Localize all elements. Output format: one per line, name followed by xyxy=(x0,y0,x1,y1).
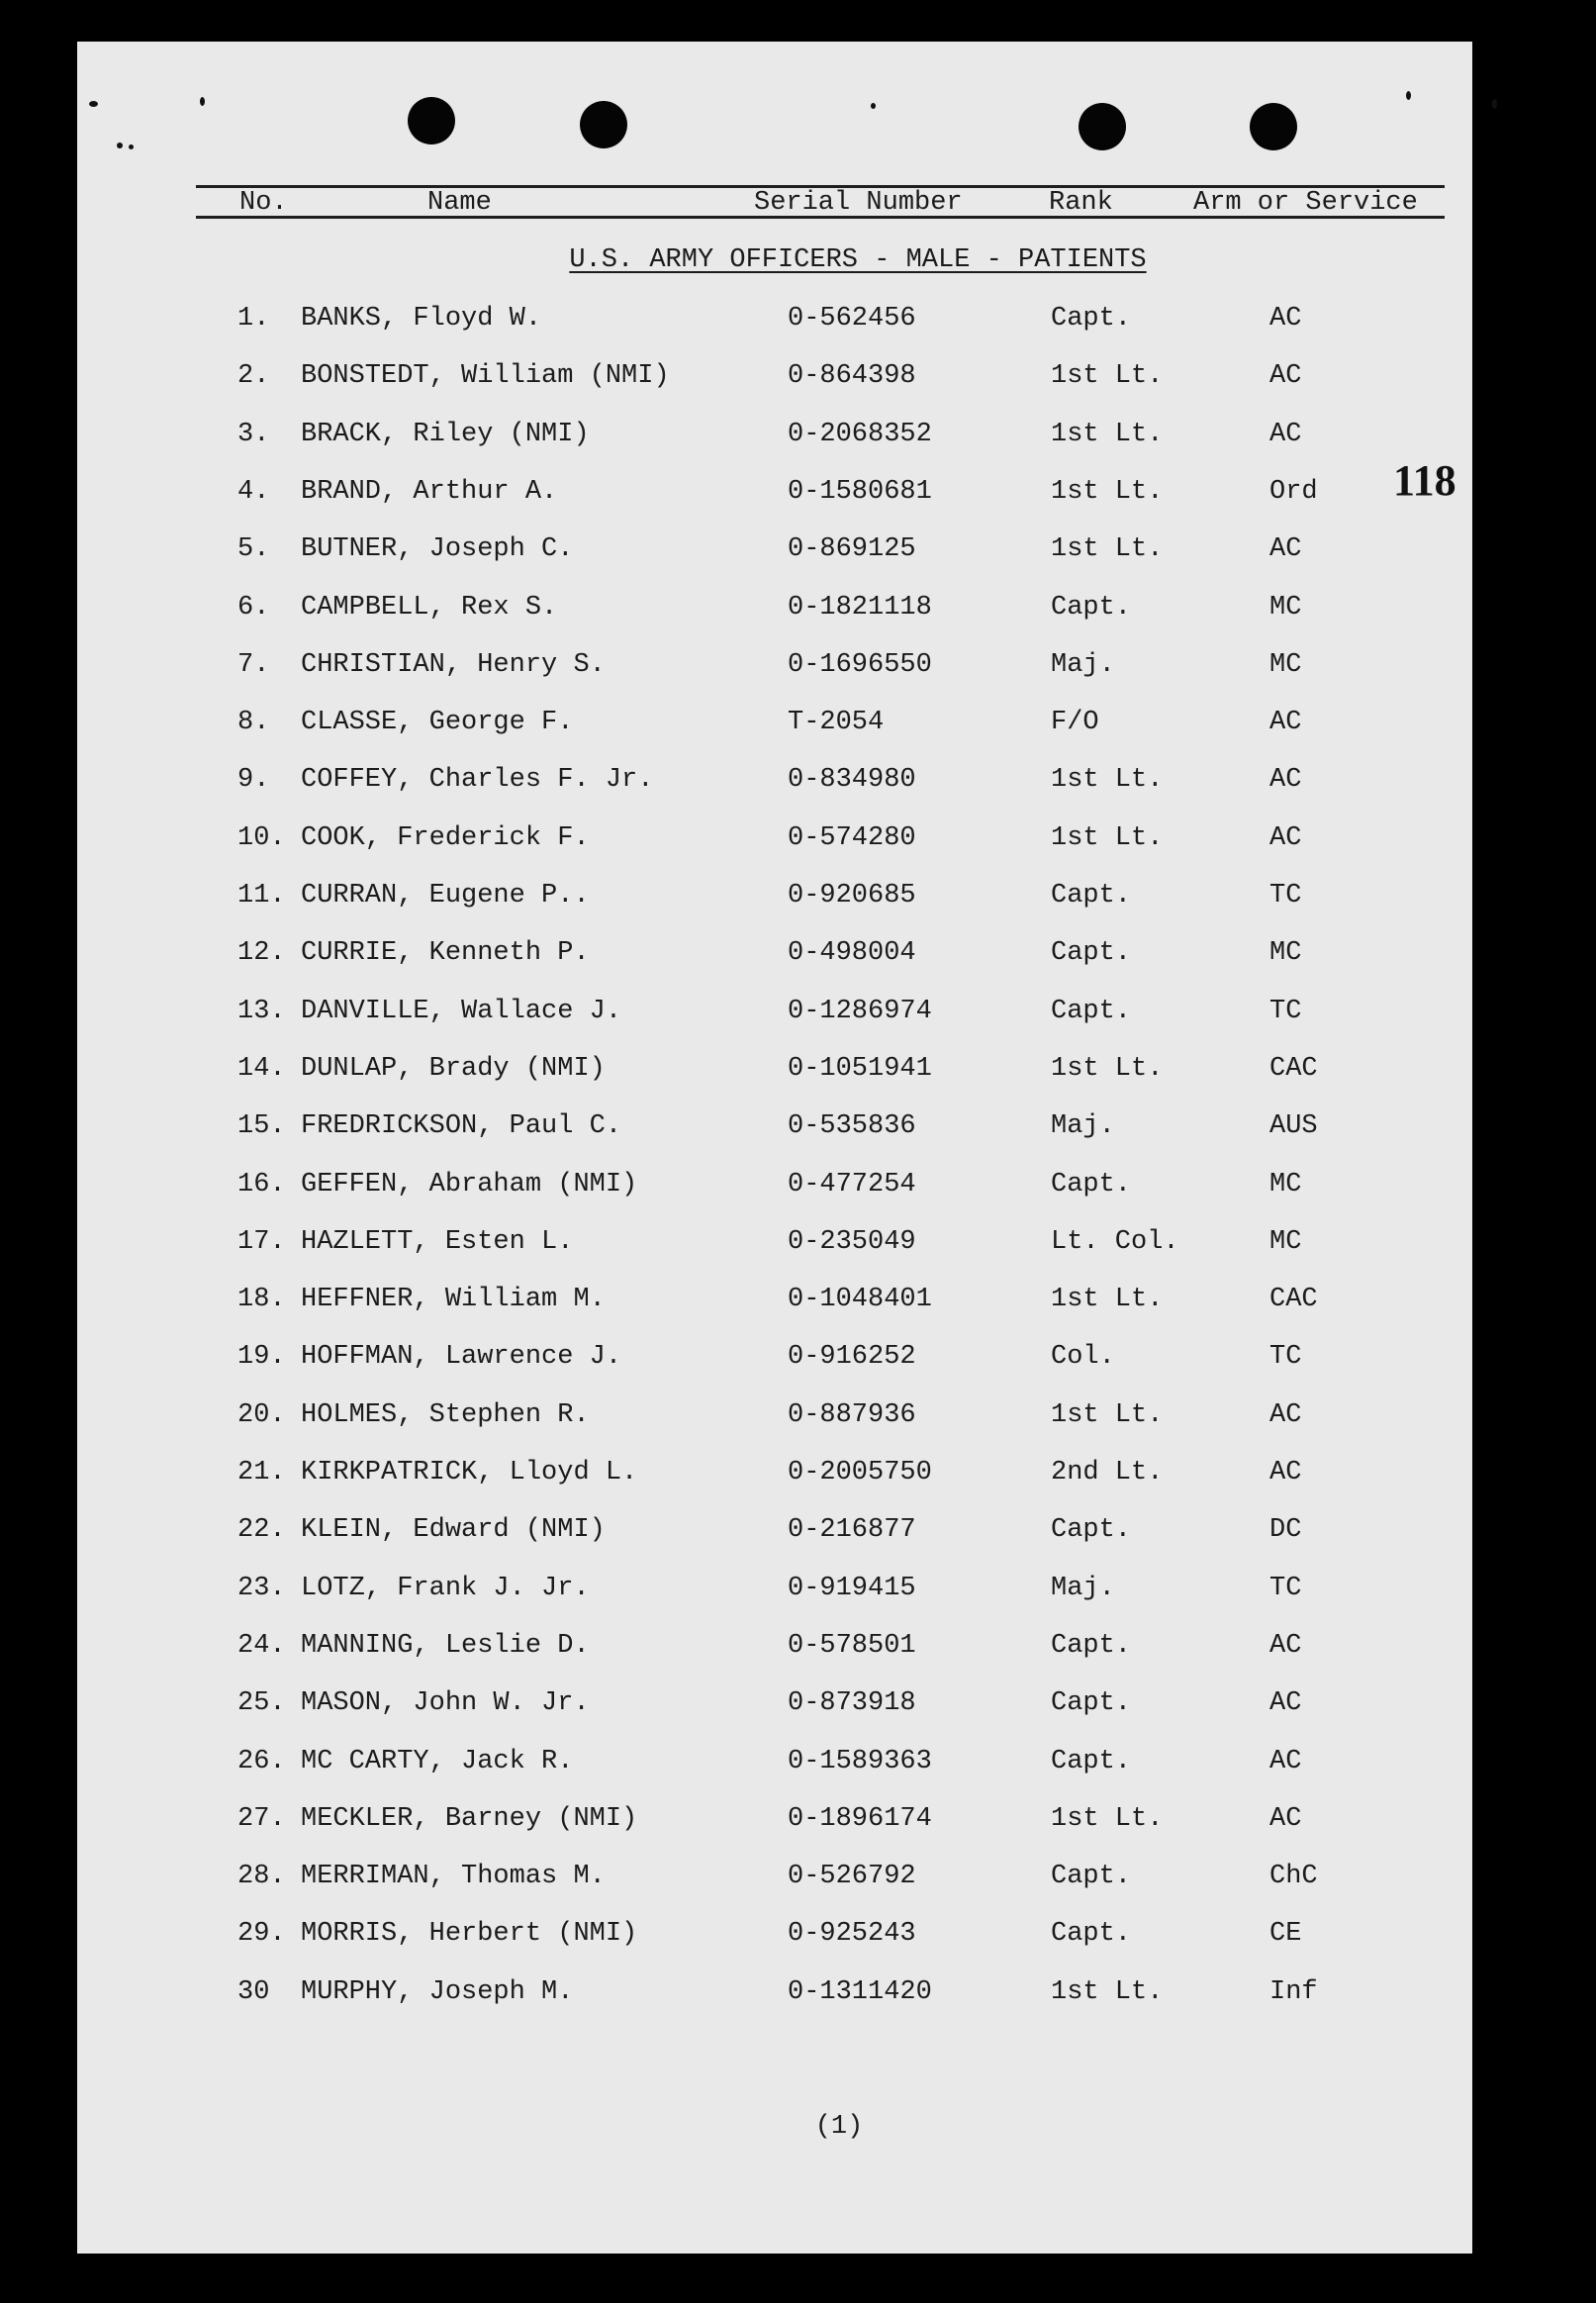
column-header-rank: Rank xyxy=(1049,188,1113,218)
cell-no: 15. xyxy=(237,1111,286,1141)
cell-arm: MC xyxy=(1269,1227,1302,1257)
cell-rank: 1st Lt. xyxy=(1051,765,1164,795)
cell-rank: Capt. xyxy=(1051,593,1132,623)
cell-serial: 0-574280 xyxy=(788,823,916,853)
cell-no: 26. xyxy=(237,1747,286,1776)
cell-rank: Maj. xyxy=(1051,1111,1115,1141)
cell-name: DANVILLE, Wallace J. xyxy=(301,997,622,1026)
table-row xyxy=(77,1574,1472,1613)
cell-no: 20. xyxy=(237,1400,286,1430)
cell-arm: AC xyxy=(1269,304,1302,334)
punch-hole xyxy=(1079,103,1126,150)
cell-serial: 0-1311420 xyxy=(788,1977,932,2007)
cell-name: CAMPBELL, Rex S. xyxy=(301,593,558,623)
cell-arm: MC xyxy=(1269,1170,1302,1199)
cell-name: HOLMES, Stephen R. xyxy=(301,1400,590,1430)
punch-hole xyxy=(580,101,627,148)
cell-rank: 1st Lt. xyxy=(1051,1054,1164,1084)
cell-rank: 1st Lt. xyxy=(1051,1804,1164,1834)
punch-hole xyxy=(408,97,455,144)
cell-serial: 0-526792 xyxy=(788,1862,916,1891)
table-row xyxy=(77,997,1472,1036)
cell-arm: AC xyxy=(1269,708,1302,737)
table-row xyxy=(77,534,1472,574)
table-row xyxy=(77,420,1472,459)
cell-serial: 0-916252 xyxy=(788,1342,916,1372)
cell-rank: Capt. xyxy=(1051,1515,1132,1545)
cell-serial: 0-1286974 xyxy=(788,997,932,1026)
cell-arm: CAC xyxy=(1269,1054,1318,1084)
cell-serial: 0-1896174 xyxy=(788,1804,932,1834)
cell-rank: Capt. xyxy=(1051,997,1132,1026)
cell-name: MURPHY, Joseph M. xyxy=(301,1977,574,2007)
cell-no: 4. xyxy=(237,477,270,507)
cell-rank: Maj. xyxy=(1051,650,1115,680)
cell-rank: Col. xyxy=(1051,1342,1115,1372)
cell-name: FREDRICKSON, Paul C. xyxy=(301,1111,622,1141)
speck xyxy=(129,144,134,149)
table-row xyxy=(77,1111,1472,1151)
cell-name: MECKLER, Barney (NMI) xyxy=(301,1804,638,1834)
cell-arm: TC xyxy=(1269,1342,1302,1372)
cell-arm: MC xyxy=(1269,938,1302,968)
cell-rank: 1st Lt. xyxy=(1051,477,1164,507)
speck xyxy=(871,103,876,109)
cell-name: MC CARTY, Jack R. xyxy=(301,1747,574,1776)
cell-no: 10. xyxy=(237,823,286,853)
cell-name: BRACK, Riley (NMI) xyxy=(301,420,590,449)
table-row xyxy=(77,1919,1472,1959)
cell-serial: 0-1051941 xyxy=(788,1054,932,1084)
cell-serial: 0-925243 xyxy=(788,1919,916,1949)
cell-no: 19. xyxy=(237,1342,286,1372)
cell-rank: Capt. xyxy=(1051,304,1132,334)
cell-serial: 0-578501 xyxy=(788,1631,916,1661)
cell-serial: 0-920685 xyxy=(788,881,916,911)
cell-serial: 0-235049 xyxy=(788,1227,916,1257)
cell-no: 11. xyxy=(237,881,286,911)
cell-no: 25. xyxy=(237,1688,286,1718)
cell-serial: 0-2068352 xyxy=(788,420,932,449)
cell-no: 1. xyxy=(237,304,270,334)
cell-serial: 0-562456 xyxy=(788,304,916,334)
cell-rank: Maj. xyxy=(1051,1574,1115,1603)
table-row xyxy=(77,1054,1472,1094)
cell-rank: Capt. xyxy=(1051,1862,1132,1891)
speck xyxy=(117,143,123,148)
table-row xyxy=(77,1400,1472,1440)
cell-no: 29. xyxy=(237,1919,286,1949)
speck xyxy=(1406,91,1411,100)
cell-name: MANNING, Leslie D. xyxy=(301,1631,590,1661)
cell-name: HAZLETT, Esten L. xyxy=(301,1227,574,1257)
table-row xyxy=(77,304,1472,343)
cell-name: GEFFEN, Abraham (NMI) xyxy=(301,1170,638,1199)
cell-arm: Ord xyxy=(1269,477,1318,507)
cell-no: 3. xyxy=(237,420,270,449)
cell-rank: 2nd Lt. xyxy=(1051,1458,1164,1487)
cell-no: 2. xyxy=(237,361,270,391)
cell-rank: 1st Lt. xyxy=(1051,1400,1164,1430)
column-header-no: No. xyxy=(239,188,288,218)
cell-name: BONSTEDT, William (NMI) xyxy=(301,361,670,391)
cell-rank: 1st Lt. xyxy=(1051,1977,1164,2007)
document-page xyxy=(77,42,1472,2254)
cell-arm: AC xyxy=(1269,1688,1302,1718)
cell-rank: Capt. xyxy=(1051,1919,1132,1949)
cell-serial: 0-873918 xyxy=(788,1688,916,1718)
cell-arm: Inf xyxy=(1269,1977,1318,2007)
cell-arm: AC xyxy=(1269,765,1302,795)
cell-arm: AC xyxy=(1269,1747,1302,1776)
cell-no: 27. xyxy=(237,1804,286,1834)
cell-rank: Capt. xyxy=(1051,1747,1132,1776)
cell-no: 30 xyxy=(237,1977,270,2007)
cell-name: HOFFMAN, Lawrence J. xyxy=(301,1342,622,1372)
cell-no: 7. xyxy=(237,650,270,680)
cell-no: 24. xyxy=(237,1631,286,1661)
table-row xyxy=(77,1977,1472,2017)
table-row xyxy=(77,1227,1472,1267)
cell-name: MASON, John W. Jr. xyxy=(301,1688,590,1718)
cell-no: 13. xyxy=(237,997,286,1026)
cell-name: DUNLAP, Brady (NMI) xyxy=(301,1054,606,1084)
cell-arm: CE xyxy=(1269,1919,1302,1949)
cell-serial: T-2054 xyxy=(788,708,885,737)
cell-name: KIRKPATRICK, Lloyd L. xyxy=(301,1458,638,1487)
cell-arm: AC xyxy=(1269,1458,1302,1487)
cell-no: 18. xyxy=(237,1285,286,1314)
table-row xyxy=(77,1747,1472,1786)
cell-name: CLASSE, George F. xyxy=(301,708,574,737)
cell-serial: 0-1696550 xyxy=(788,650,932,680)
cell-rank: Capt. xyxy=(1051,1688,1132,1718)
cell-name: BRAND, Arthur A. xyxy=(301,477,558,507)
cell-arm: AUS xyxy=(1269,1111,1318,1141)
cell-serial: 0-869125 xyxy=(788,534,916,564)
cell-no: 23. xyxy=(237,1574,286,1603)
cell-arm: AC xyxy=(1269,823,1302,853)
table-row xyxy=(77,477,1472,517)
cell-no: 12. xyxy=(237,938,286,968)
cell-serial: 0-887936 xyxy=(788,1400,916,1430)
cell-no: 16. xyxy=(237,1170,286,1199)
cell-serial: 0-1580681 xyxy=(788,477,932,507)
cell-name: MORRIS, Herbert (NMI) xyxy=(301,1919,638,1949)
table-row xyxy=(77,650,1472,690)
cell-arm: AC xyxy=(1269,1804,1302,1834)
table-row xyxy=(77,1631,1472,1671)
cell-no: 14. xyxy=(237,1054,286,1084)
cell-no: 6. xyxy=(237,593,270,623)
cell-no: 9. xyxy=(237,765,270,795)
cell-no: 17. xyxy=(237,1227,286,1257)
column-header-arm: Arm or Service xyxy=(1193,188,1418,218)
table-row xyxy=(77,823,1472,863)
table-row xyxy=(77,1458,1472,1497)
cell-no: 8. xyxy=(237,708,270,737)
cell-arm: TC xyxy=(1269,1574,1302,1603)
table-row xyxy=(77,881,1472,920)
cell-arm: ChC xyxy=(1269,1862,1318,1891)
cell-rank: Capt. xyxy=(1051,1170,1132,1199)
table-row xyxy=(77,1515,1472,1555)
speck xyxy=(89,101,98,107)
cell-serial: 0-216877 xyxy=(788,1515,916,1545)
cell-serial: 0-498004 xyxy=(788,938,916,968)
cell-name: COFFEY, Charles F. Jr. xyxy=(301,765,654,795)
cell-name: KLEIN, Edward (NMI) xyxy=(301,1515,606,1545)
table-row xyxy=(77,938,1472,978)
table-row xyxy=(77,1688,1472,1728)
cell-serial: 0-477254 xyxy=(788,1170,916,1199)
cell-arm: AC xyxy=(1269,1400,1302,1430)
cell-serial: 0-1821118 xyxy=(788,593,932,623)
cell-arm: TC xyxy=(1269,881,1302,911)
table-row xyxy=(77,1862,1472,1901)
cell-rank: F/O xyxy=(1051,708,1099,737)
cell-name: LOTZ, Frank J. Jr. xyxy=(301,1574,590,1603)
cell-arm: AC xyxy=(1269,534,1302,564)
cell-rank: 1st Lt. xyxy=(1051,534,1164,564)
section-title-wrap xyxy=(77,245,1472,275)
cell-name: COOK, Frederick F. xyxy=(301,823,590,853)
cell-rank: 1st Lt. xyxy=(1051,823,1164,853)
cell-name: MERRIMAN, Thomas M. xyxy=(301,1862,606,1891)
speck xyxy=(1492,99,1497,109)
cell-name: CURRIE, Kenneth P. xyxy=(301,938,590,968)
cell-serial: 0-919415 xyxy=(788,1574,916,1603)
page-number: (1) xyxy=(814,2112,864,2142)
cell-no: 21. xyxy=(237,1458,286,1487)
section-title: U.S. ARMY OFFICERS - MALE - PATIENTS xyxy=(569,245,1147,275)
cell-arm: AC xyxy=(1269,1631,1302,1661)
cell-serial: 0-834980 xyxy=(788,765,916,795)
punch-hole xyxy=(1250,103,1297,150)
cell-name: CURRAN, Eugene P.. xyxy=(301,881,590,911)
speck xyxy=(200,97,205,106)
cell-rank: Capt. xyxy=(1051,881,1132,911)
cell-arm: CAC xyxy=(1269,1285,1318,1314)
cell-rank: Capt. xyxy=(1051,938,1132,968)
cell-serial: 0-1048401 xyxy=(788,1285,932,1314)
cell-serial: 0-1589363 xyxy=(788,1747,932,1776)
cell-rank: Lt. Col. xyxy=(1051,1227,1179,1257)
cell-arm: MC xyxy=(1269,593,1302,623)
cell-name: HEFFNER, William M. xyxy=(301,1285,606,1314)
table-row xyxy=(77,1285,1472,1324)
cell-serial: 0-2005750 xyxy=(788,1458,932,1487)
cell-rank: 1st Lt. xyxy=(1051,1285,1164,1314)
margin-page-number: 118 xyxy=(1393,456,1456,505)
table-row xyxy=(77,593,1472,632)
table-row xyxy=(77,765,1472,805)
table-row xyxy=(77,1170,1472,1209)
table-row xyxy=(77,361,1472,401)
cell-serial: 0-864398 xyxy=(788,361,916,391)
table-row xyxy=(77,1342,1472,1382)
cell-name: BANKS, Floyd W. xyxy=(301,304,542,334)
cell-arm: AC xyxy=(1269,420,1302,449)
cell-arm: DC xyxy=(1269,1515,1302,1545)
cell-serial: 0-535836 xyxy=(788,1111,916,1141)
column-header-name: Name xyxy=(427,188,492,218)
cell-no: 22. xyxy=(237,1515,286,1545)
cell-name: CHRISTIAN, Henry S. xyxy=(301,650,606,680)
table-row xyxy=(77,708,1472,747)
cell-rank: 1st Lt. xyxy=(1051,420,1164,449)
cell-no: 28. xyxy=(237,1862,286,1891)
table-row xyxy=(77,1804,1472,1844)
cell-no: 5. xyxy=(237,534,270,564)
cell-rank: 1st Lt. xyxy=(1051,361,1164,391)
cell-name: BUTNER, Joseph C. xyxy=(301,534,574,564)
cell-rank: Capt. xyxy=(1051,1631,1132,1661)
column-header-serial: Serial Number xyxy=(754,188,963,218)
cell-arm: AC xyxy=(1269,361,1302,391)
cell-arm: MC xyxy=(1269,650,1302,680)
cell-arm: TC xyxy=(1269,997,1302,1026)
